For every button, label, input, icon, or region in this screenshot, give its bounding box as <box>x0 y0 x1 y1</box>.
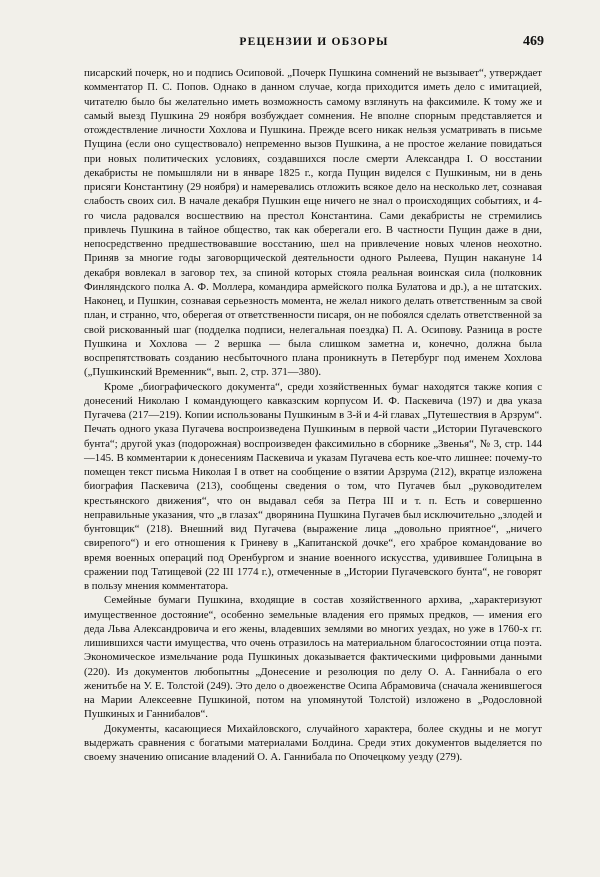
paragraph-2: Кроме „биографического документа“, среди хозяйственных бумаг находятся также копия с донесений Николаю I командующего кавказским корпусом И. Ф. Паскевича (197) и два указа Пугачева (217—219). Копии использованы Пушкиным в 3-й и 4-й главах „Путешествия в Арзрум“. Печать одного указа Пугачева воспроизведена Пушкиным в первой части „Истории Пугачевского бунта“; другой указ (подорожная) воспроизведен факсимильно в сборнике „Звенья“, № 3, стр. 144—145. В комментарии к донесениям Паскевича и указам Пугачева есть кое-что лишнее: почему-то помещен текст письма Николая I в ответ на сообщение о взятии Арзрума (212), вкратце изложена биография Паскевича (213), сообщены сведения о том, что Пугачев был „руководителем крестьянского движения“, что он выдавал себя за Петра III и т. п. Есть и совершенно неправильные указания, что „в глазах“ дворянина Пушкина Пугачев был исключительно „злодей и бунтовщик“ (218). Внешний вид Пугачева (выражение лица „довольно приятное“, „ничего свирепого“) и его отношения к Гриневу в „Капитанской дочке“, его храброе командование во время военных операций под Оренбургом и знание военного искусства, удивившее Голицына в сражении под Татищевой (22 III 1774 г.), отмеченные в „Истории Пугачевского бунта“, не говорят в пользу мнения комментатора. <box>84 380 542 592</box>
paragraph-3: Семейные бумаги Пушкина, входящие в состав хозяйственного архива, „характеризуют имущественное достояние“, особенно земельные владения его прямых предков, — имения его деда Льва Александровича и его жены, владевших землями во многих уездах, но уже в 1760-х гг. лишившихся части имущества, что очень отразилось на материальном благосостоянии отца поэта. Экономическое измельчание рода Пушкиных доказывается фактическими цифровыми данными (220). Из документов любопытны „Донесение и резолюция по делу О. А. Ганнибала о его женитьбе на У. Е. Толстой (249). Это дело о двоеженстве Осипа Абрамовича (сначала женившегося на Марии Алексеевне Пушкиной, потом на упомянутой Толстой) изложено в „Родословной Пушкиных и Ганнибалов“. <box>84 594 542 721</box>
running-header <box>84 34 544 54</box>
paragraph-1: писарский почерк, но и подпись Осиповой. „Почерк Пушкина сомнений не вызывает“, утверждает комментатор П. С. Попов. Однако в данном случае, когда приходится иметь дело с имитацией, читателю было бы желательно иметь возможность самому взглянуть на факсимиле. К тому же и самый выезд Пушкина 29 ноября возбуждает сомнения. Не вполне спорным представляется и отождествление личности Хохлова и Пушкина. Прежде всего никак нельзя усматривать в письме Пущина (если оно существовало) непременно вызов Пушкина, а не простое желание повидаться при новых политических условиях, создавшихся после смерти Александра I. О восстании декабристы не помышляли ни в январе 1825 г., когда Пущин виделся с Пушкиным, ни в день присяги Константину (29 ноября) и намеревались отложить всякое дело на несколько лет, сознавая слабость своих сил. В начале декабря Пушкин еще ничего не знал о происходящих событиях, и 4-го числа радовался восшествию на престол Константина. Сами декабристы не стремились привлечь Пушкина в тайное общество, так как оберегали его. В частности Пущин даже в дни, непосредственно предшествовавшие восстанию, шел на привлечение новых членов неохотно. Приняв за многие годы заговорщической деятельности одного Рылеева, Пущин накануне 14 декабря вовлекал в заговор тех, за спиной которых стояла реальная воинская сила (полковник Финляндского полка А. Ф. Моллера, командира армейского полка Булатова и др.), а не штатских. Наконец, и Пушкин, сознавая серьезность момента, не желал никого делать ответственным за свой план, и странно, что, оберегая от ответственности писаря, он не побоялся сделать ответственной за свой рискованный шаг (подделка подписи, нелегальная поездка) П. А. Осипову. Разница в росте Пушкина и Хохлова — 2 вершка — была слишком заметна и, конечно, должна была воспрепятствовать созданию несбыточного плана проникнуть в Петербург под именем Хохлова („Пушкинский Временник“, вып. 2, стр. 371—380). <box>84 67 542 379</box>
paragraph-4: Документы, касающиеся Михайловского, случайного характера, более скудны и не могут выдержать сравнения с богатыми материалами Болдина. Среди этих документов выделяется по своему значению описание владений О. А. Ганнибала по Опочецкому уезду (279). <box>84 722 542 763</box>
page-number: 469 <box>523 34 544 49</box>
article-body <box>84 66 542 764</box>
section-title: РЕЦЕНЗИИ И ОБЗОРЫ <box>239 36 389 48</box>
